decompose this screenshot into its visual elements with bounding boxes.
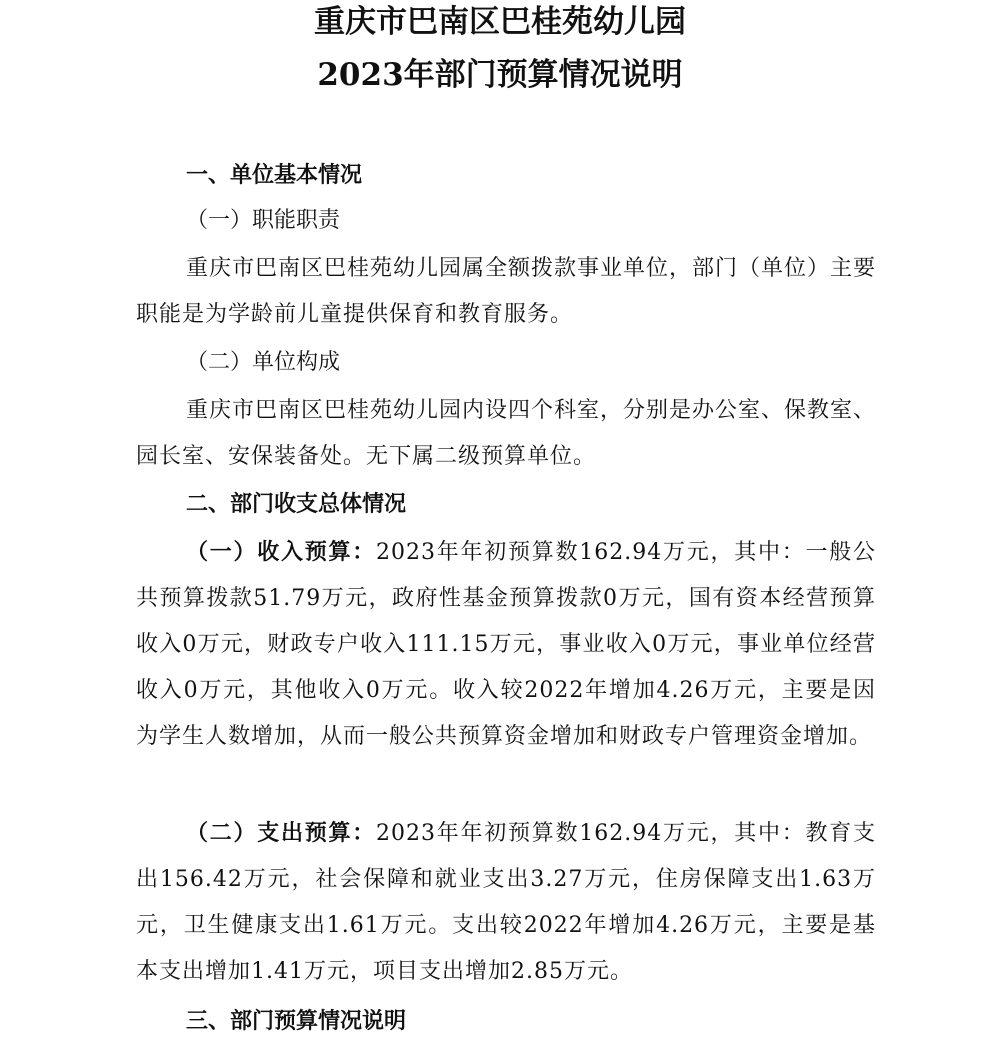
document-title-line2: 2023年部门预算情况说明 bbox=[317, 57, 683, 93]
section1-heading: 一、单位基本情况 bbox=[186, 162, 363, 188]
income-paragraph bbox=[136, 529, 876, 760]
document-title-line1: 重庆市巴南区巴桂苑幼儿园 bbox=[314, 4, 686, 40]
expense-paragraph bbox=[136, 810, 876, 995]
income-text: 2023年年初预算数162.94万元，其中：一般公共预算拨款51.79万元，政府性基金预算拨款0万元，国有资本经营预算收入0万元，财政专户收入111.15万元，事业收入0万元，事业单位经营收入0万元，其他收入0万元。收入较2022年增加4.26万元，主要是因为学生人数增加，从而一般公共预算资金增加和财政专户管理资金增加。 bbox=[136, 540, 876, 749]
section1-sub2-heading: （二）单位构成 bbox=[186, 350, 341, 375]
section2-heading: 二、部门收支总体情况 bbox=[186, 491, 407, 517]
section1-sub1-heading: （一）职能职责 bbox=[186, 208, 341, 233]
expense-text: 2023年年初预算数162.94万元，其中：教育支出156.42万元，社会保障和就业支出3.27万元，住房保障支出1.63万元，卫生健康支出1.61万元。支出较2022年增加4.26万元，主要是基本支出增加1.41万元，项目支出增加2.85万元。 bbox=[136, 821, 876, 984]
expense-label: （二）支出预算： bbox=[186, 820, 377, 846]
section3-heading: 三、部门预算情况说明 bbox=[186, 1008, 407, 1034]
section1-sub1-text: 重庆市巴南区巴桂苑幼儿园属全额拨款事业单位，部门（单位）主要职能是为学龄前儿童提供保育和教育服务。 bbox=[136, 256, 877, 327]
income-label: （一）收入预算： bbox=[186, 539, 377, 565]
section1-sub2-text: 重庆市巴南区巴桂苑幼儿园内设四个科室，分别是办公室、保教室、园长室、安保装备处。无下属二级预算单位。 bbox=[136, 398, 877, 469]
